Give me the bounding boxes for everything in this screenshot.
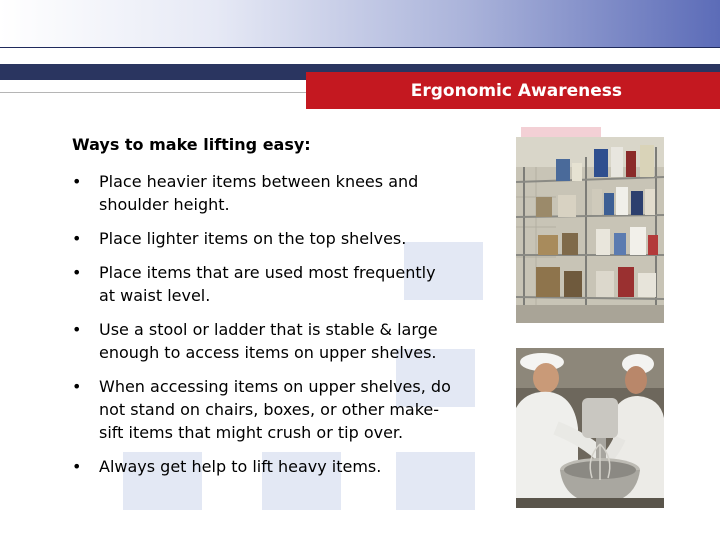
bullet-marker: • [72,320,82,339]
bullet-marker: • [72,172,82,191]
list-item [72,375,452,444]
header-gradient [0,0,720,48]
list-item [72,318,452,364]
bullet-text: Always get help to lift heavy items. [99,457,382,476]
list-item [72,455,452,478]
list-item [72,170,452,216]
kitchen-storage-shelves-photo [516,137,664,323]
bullet-text: Use a stool or ladder that is stable & large enough to access items on upper shelves. [99,320,438,362]
bullet-marker: • [72,377,82,396]
header-rule [0,47,720,48]
bullet-text: Place lighter items on the top shelves. [99,229,407,248]
bullet-marker: • [72,457,82,476]
bullet-marker: • [72,229,82,248]
divider-line [0,92,306,93]
slide-title: Ergonomic Awareness [410,80,622,101]
bullet-text: Place heavier items between knees and shoulder height. [99,172,419,214]
bullet-marker: • [72,263,82,282]
list-item [72,261,452,307]
title-bar [306,72,720,109]
bullet-text: Place items that are used most frequently at waist level. [99,263,436,305]
cooks-with-mixer-photo [516,348,664,508]
list-item [72,227,452,250]
bullet-text: When accessing items on upper shelves, do not stand on chairs, boxes, or other make-sift items that might crush or tip over. [99,377,451,442]
bullet-list [72,170,452,478]
content-heading: Ways to make lifting easy: [72,135,311,154]
